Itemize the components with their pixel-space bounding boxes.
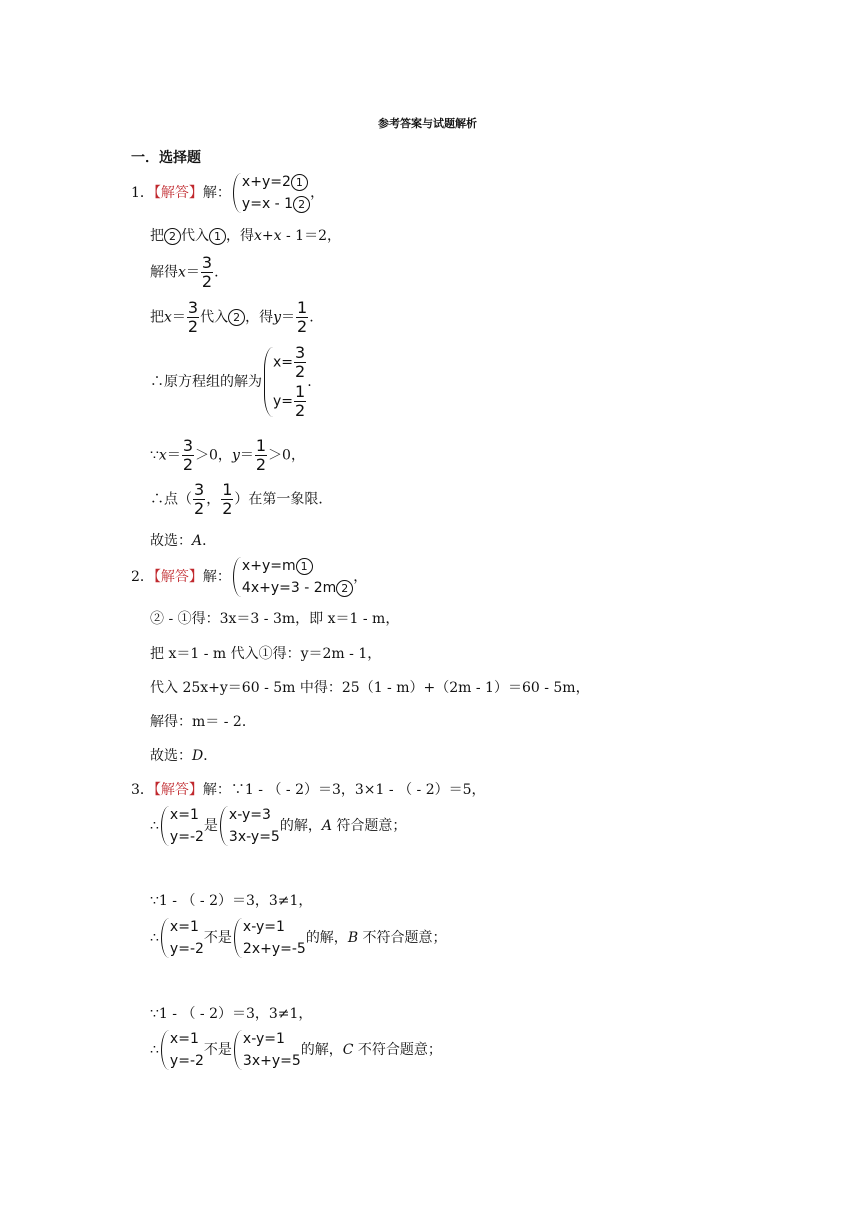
q1-line6: ∴点（ $\frac{3}{2}$ ， $\frac{1}{2}$ ）在第一象限． xyxy=(150,480,333,518)
q2-jie: 解： xyxy=(202,569,231,585)
q3-option-b: ∴ x=1 y=-2 不是 x-y=1 2x+y=-5 的解，B 不符合题意； xyxy=(150,916,447,960)
circle-2-icon: 2 xyxy=(293,196,310,213)
q1-eq2: y=x - 1 2 xyxy=(242,193,310,215)
q3-solution-system: x=1 y=-2 xyxy=(159,804,204,848)
q1-line3: 把x＝ $\frac{3}{2}$ 代入 2 ，得y＝ $\frac{1}{2}$ . xyxy=(150,298,314,336)
fraction-3-2: $\frac{3}{2}$ xyxy=(194,480,205,518)
q1-line2: 解得x＝ $\frac{3}{2}$ . xyxy=(150,253,219,291)
q1-answer: 故选：A． xyxy=(150,533,217,549)
q3-solution-system: x=1 y=-2 xyxy=(159,916,204,960)
q3-header xyxy=(131,779,486,799)
q3-b-system: x-y=1 2x+y=-5 xyxy=(232,916,306,960)
q2-number: 2． xyxy=(131,569,154,585)
fraction-3-2: $\frac{3}{2}$ xyxy=(201,253,213,291)
q2-line3: 代入 25x+y＝60 - 5m 中得：25（1 - m）+（2m - 1）＝60 - 5m， xyxy=(150,680,590,696)
circle-2-icon: 2 xyxy=(164,228,181,245)
q1-system xyxy=(231,171,310,215)
q1-header: 1．【解答】解： x+y=2 1 y=x - 1 2 ， xyxy=(131,171,324,215)
q3-because-c: ∵1 - （ - 2）＝3，3≠1， xyxy=(150,1006,313,1022)
fraction-1-2: $\frac{1}{2}$ xyxy=(222,480,233,518)
q2-line2: 把 x＝1 - m 代入①得：y＝2m - 1， xyxy=(150,646,382,662)
q2-tag: 【解答】 xyxy=(153,569,203,585)
circle-1-icon: 1 xyxy=(296,558,313,575)
circle-1-icon: 1 xyxy=(291,174,308,191)
q1-number: 1． xyxy=(131,185,154,201)
q2-line4: 解得：m＝ - 2． xyxy=(150,714,256,730)
q2-answer: 故选：D． xyxy=(150,748,218,764)
q1-solution-system: x= $\frac{3}{2}$ y= $\frac{1}{2}$ xyxy=(262,345,307,419)
q3-number: 3． xyxy=(131,782,154,798)
q2-line1: ② - ①得：3x＝3 - 3m，即 x＝1 - m， xyxy=(150,611,400,627)
fraction-3-2: $\frac{3}{2}$ xyxy=(182,436,194,474)
circle-2-icon: 2 xyxy=(228,309,245,326)
q1-line5: ∵x＝ $\frac{3}{2}$ ＞0，y＝ $\frac{1}{2}$ ＞0， xyxy=(150,436,305,474)
fraction-1-2: $\frac{1}{2}$ xyxy=(295,382,306,420)
circle-2-icon: 2 xyxy=(336,580,353,597)
fraction-3-2: $\frac{3}{2}$ xyxy=(187,298,199,336)
q3-option-a: ∴ x=1 y=-2 是 x-y=3 3x-y=5 的解，A 符合题意； xyxy=(150,804,406,848)
page-title: 参考答案与试题解析 xyxy=(378,117,477,130)
fraction-1-2: $\frac{1}{2}$ xyxy=(255,436,267,474)
q3-tag: 【解答】 xyxy=(153,782,203,798)
q2-header: 2．【解答】解： x+y=m 1 4x+y=3 - 2m 2 ， xyxy=(131,555,367,599)
q1-jie: 解： xyxy=(202,185,231,201)
q3-option-c: ∴ x=1 y=-2 不是 x-y=1 3x+y=5 的解，C 不符合题意； xyxy=(150,1028,442,1072)
q1-line4: ∴原方程组的解为 x= $\frac{3}{2}$ y= $\frac{1}{2}$ . xyxy=(150,343,312,420)
q3-a-system: x-y=3 3x-y=5 xyxy=(218,804,280,848)
q1-eq1: x+y=2 1 xyxy=(242,171,310,193)
q3-c-system: x-y=1 3x+y=5 xyxy=(232,1028,301,1072)
q1-tag: 【解答】 xyxy=(153,185,203,201)
circle-1-icon: 1 xyxy=(209,228,226,245)
section-heading: 一．选择题 xyxy=(131,150,201,166)
fraction-3-2: $\frac{3}{2}$ xyxy=(295,343,306,381)
q3-solution-system: x=1 y=-2 xyxy=(159,1028,204,1072)
fraction-1-2: $\frac{1}{2}$ xyxy=(297,298,308,336)
q1-line1: 把 2 代入 1 ，得x+x - 1＝2， xyxy=(150,228,341,244)
q2-system: x+y=m 1 4x+y=3 - 2m 2 xyxy=(231,555,353,599)
q3-intro: 解：∵1 - （ - 2）＝3，3×1 - （ - 2）＝5， xyxy=(202,782,486,798)
q3-because-b: ∵1 - （ - 2）＝3，3≠1， xyxy=(150,893,313,909)
